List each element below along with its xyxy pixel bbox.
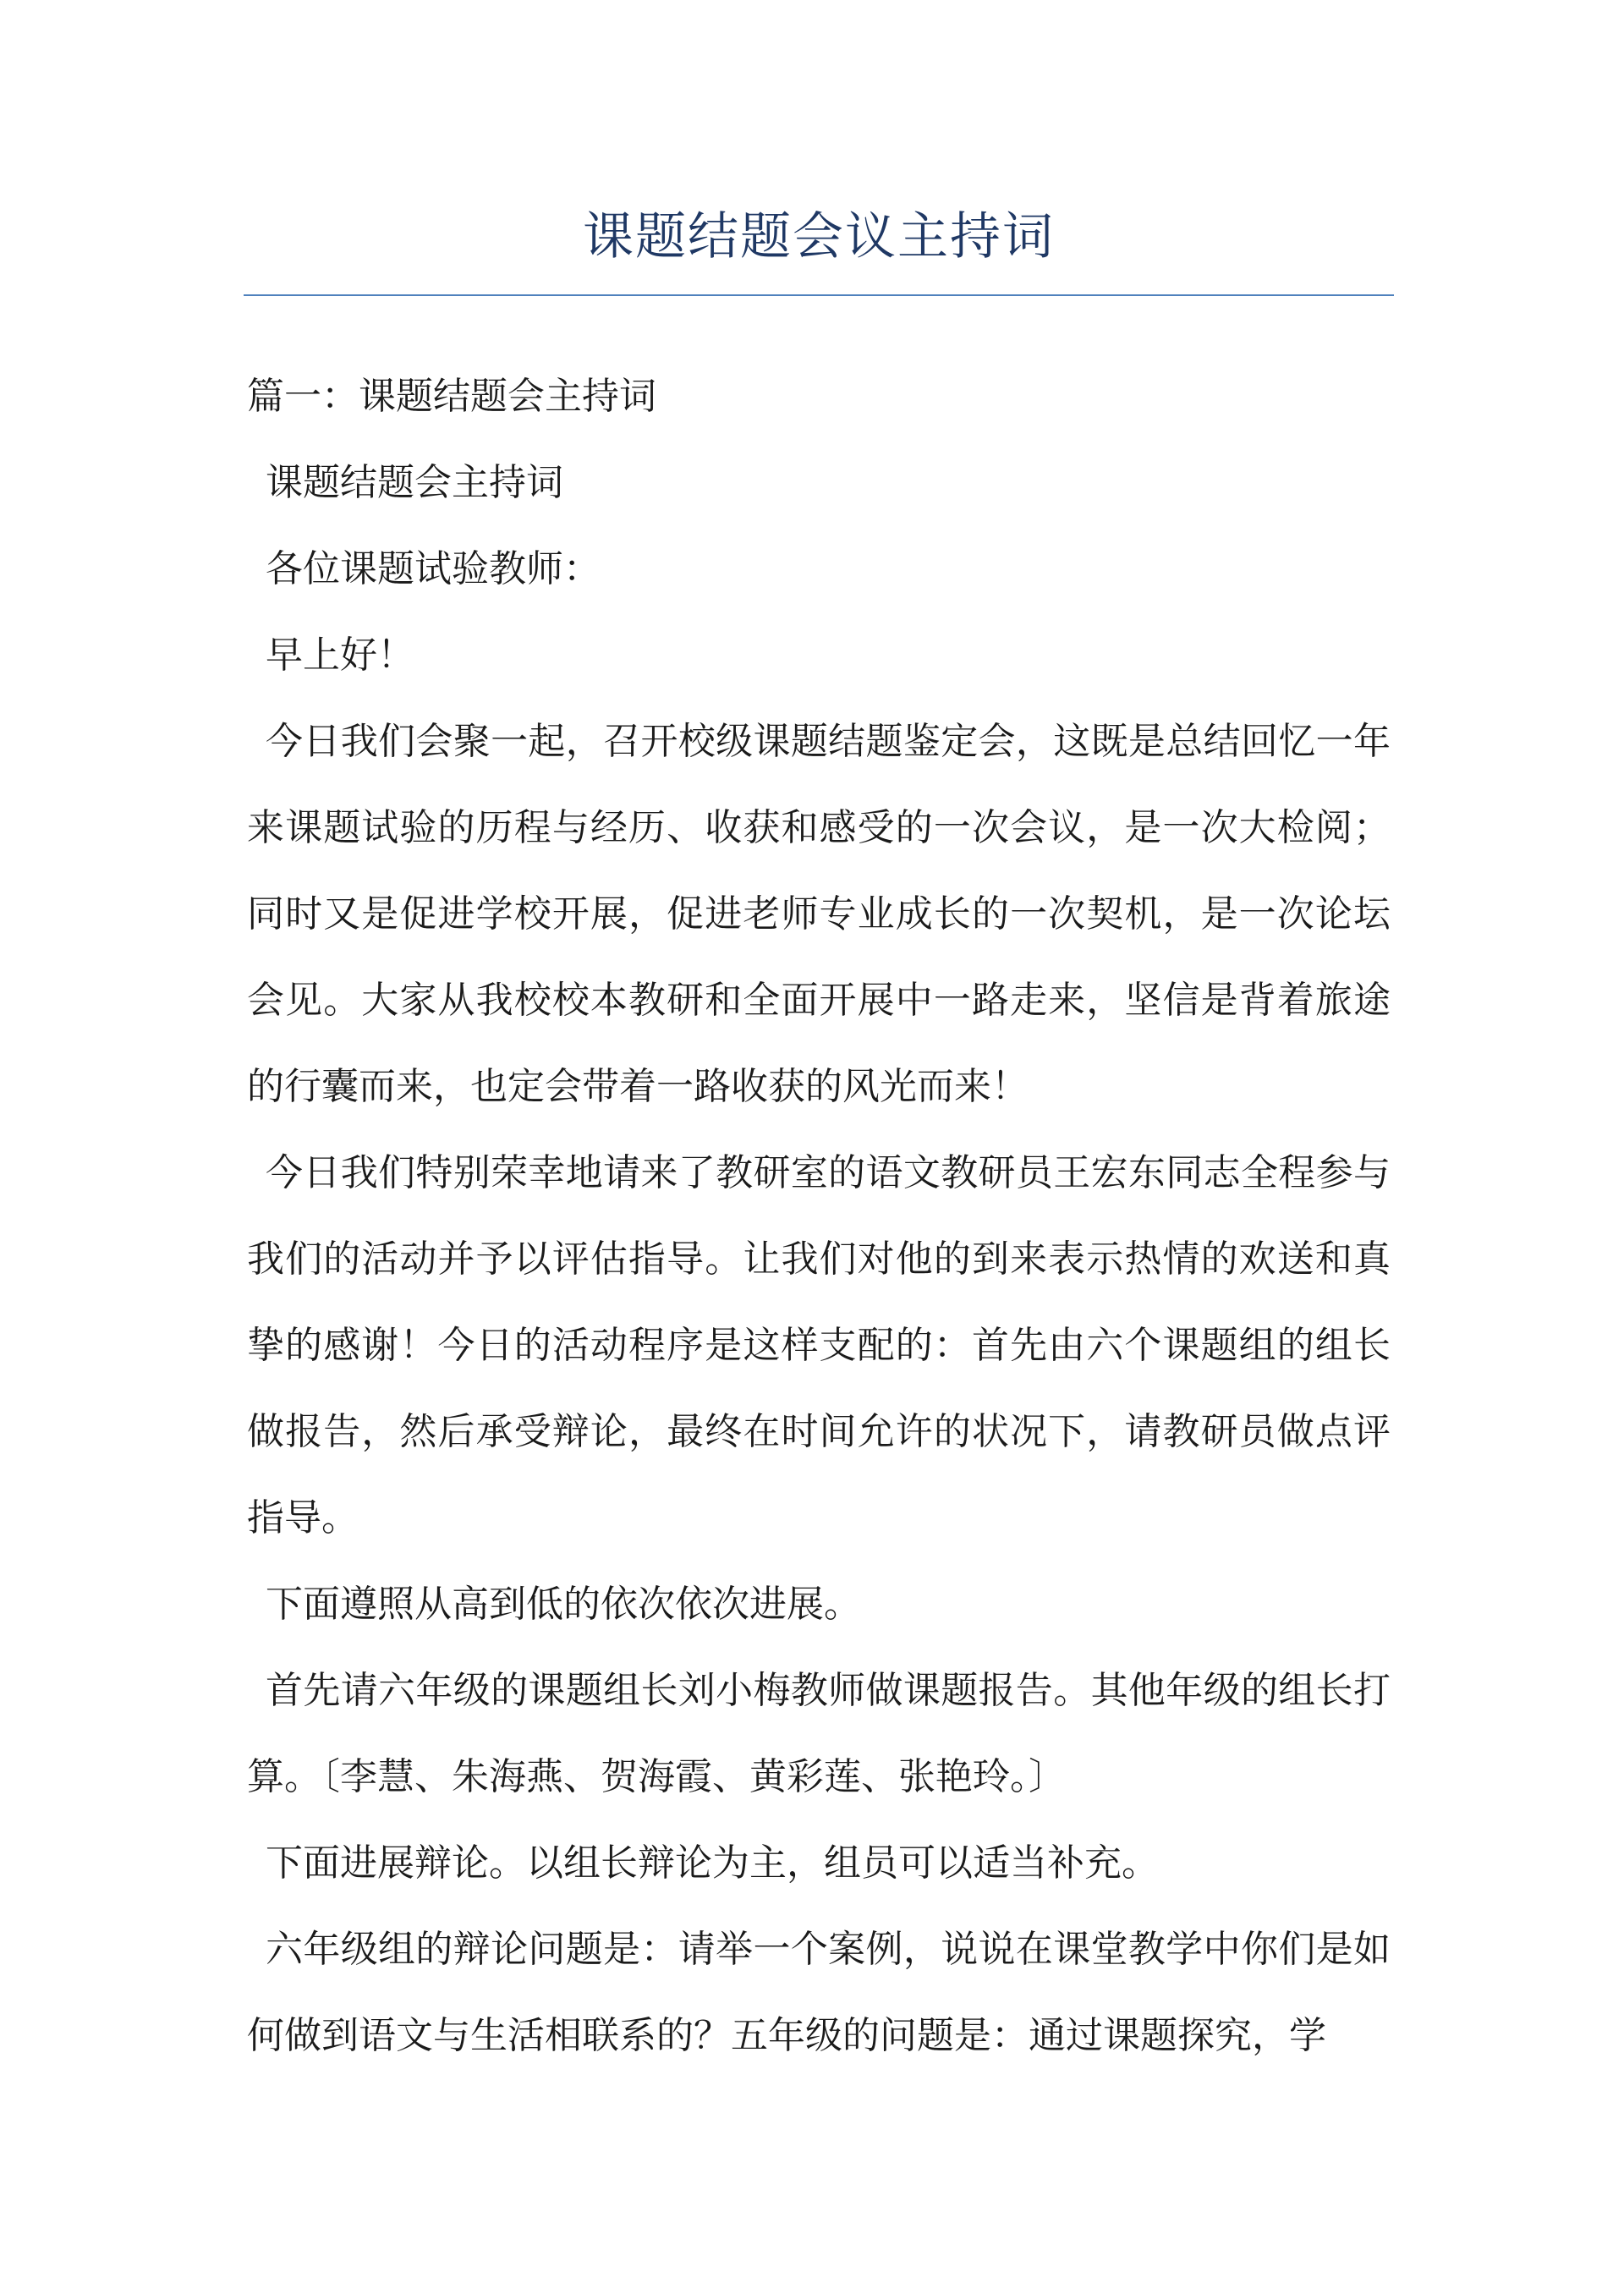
paragraph-order: 下面遵照从高到低的依次依次进展。 [266, 1583, 861, 1626]
paragraph-debate-questions: 六年级组的辩论问题是：请举一个案例，说说在课堂教学中你们是如何做到语文与生活相联系的？五年级的问题是：通过课题探究，学 [247, 1928, 1391, 2057]
document-body [247, 354, 1391, 2079]
paragraph-first-report: 首先请六年级的课题组长刘小梅教师做课题报告。其他年级的组长打算。〔李慧、朱海燕、贺海霞、黄彩莲、张艳玲。〕 [247, 1669, 1391, 1798]
paragraph-debate: 下面进展辩论。以组长辩论为主，组员可以适当补充。 [266, 1841, 1159, 1885]
paragraph-greeting: 早上好！ [266, 634, 414, 677]
title-divider [244, 294, 1394, 296]
document-title: 课题结题会议主持词 [583, 207, 1055, 266]
paragraph-guest-intro: 今日我们特别荣幸地请来了教研室的语文教研员王宏东同志全程参与我们的活动并予以评估指导。让我们对他的到来表示热情的欢送和真挚的感谢！今日的活动程序是这样支配的：首先由六个课题组的组长做报告，然后承受辩论，最终在时间允许的状况下，请教研员做点评指导。 [247, 1151, 1391, 1539]
section-heading: 篇一：课题结题会主持词 [247, 375, 656, 418]
paragraph-opening: 今日我们会聚一起，召开校级课题结题鉴定会，这既是总结回忆一年来课题试验的历程与经历、收获和感受的一次会议，是一次大检阅；同时又是促进学校开展，促进老师专业成长的一次契机，是一次论坛会见。大家从我校校本教研和全面开展中一路走来，坚信是背着旅途的行囊而来，也定会带着一路收获的风光而来！ [247, 720, 1391, 1108]
paragraph-salutation: 各位课题试验教师： [266, 547, 601, 590]
paragraph-subtitle: 课题结题会主持词 [266, 461, 563, 504]
